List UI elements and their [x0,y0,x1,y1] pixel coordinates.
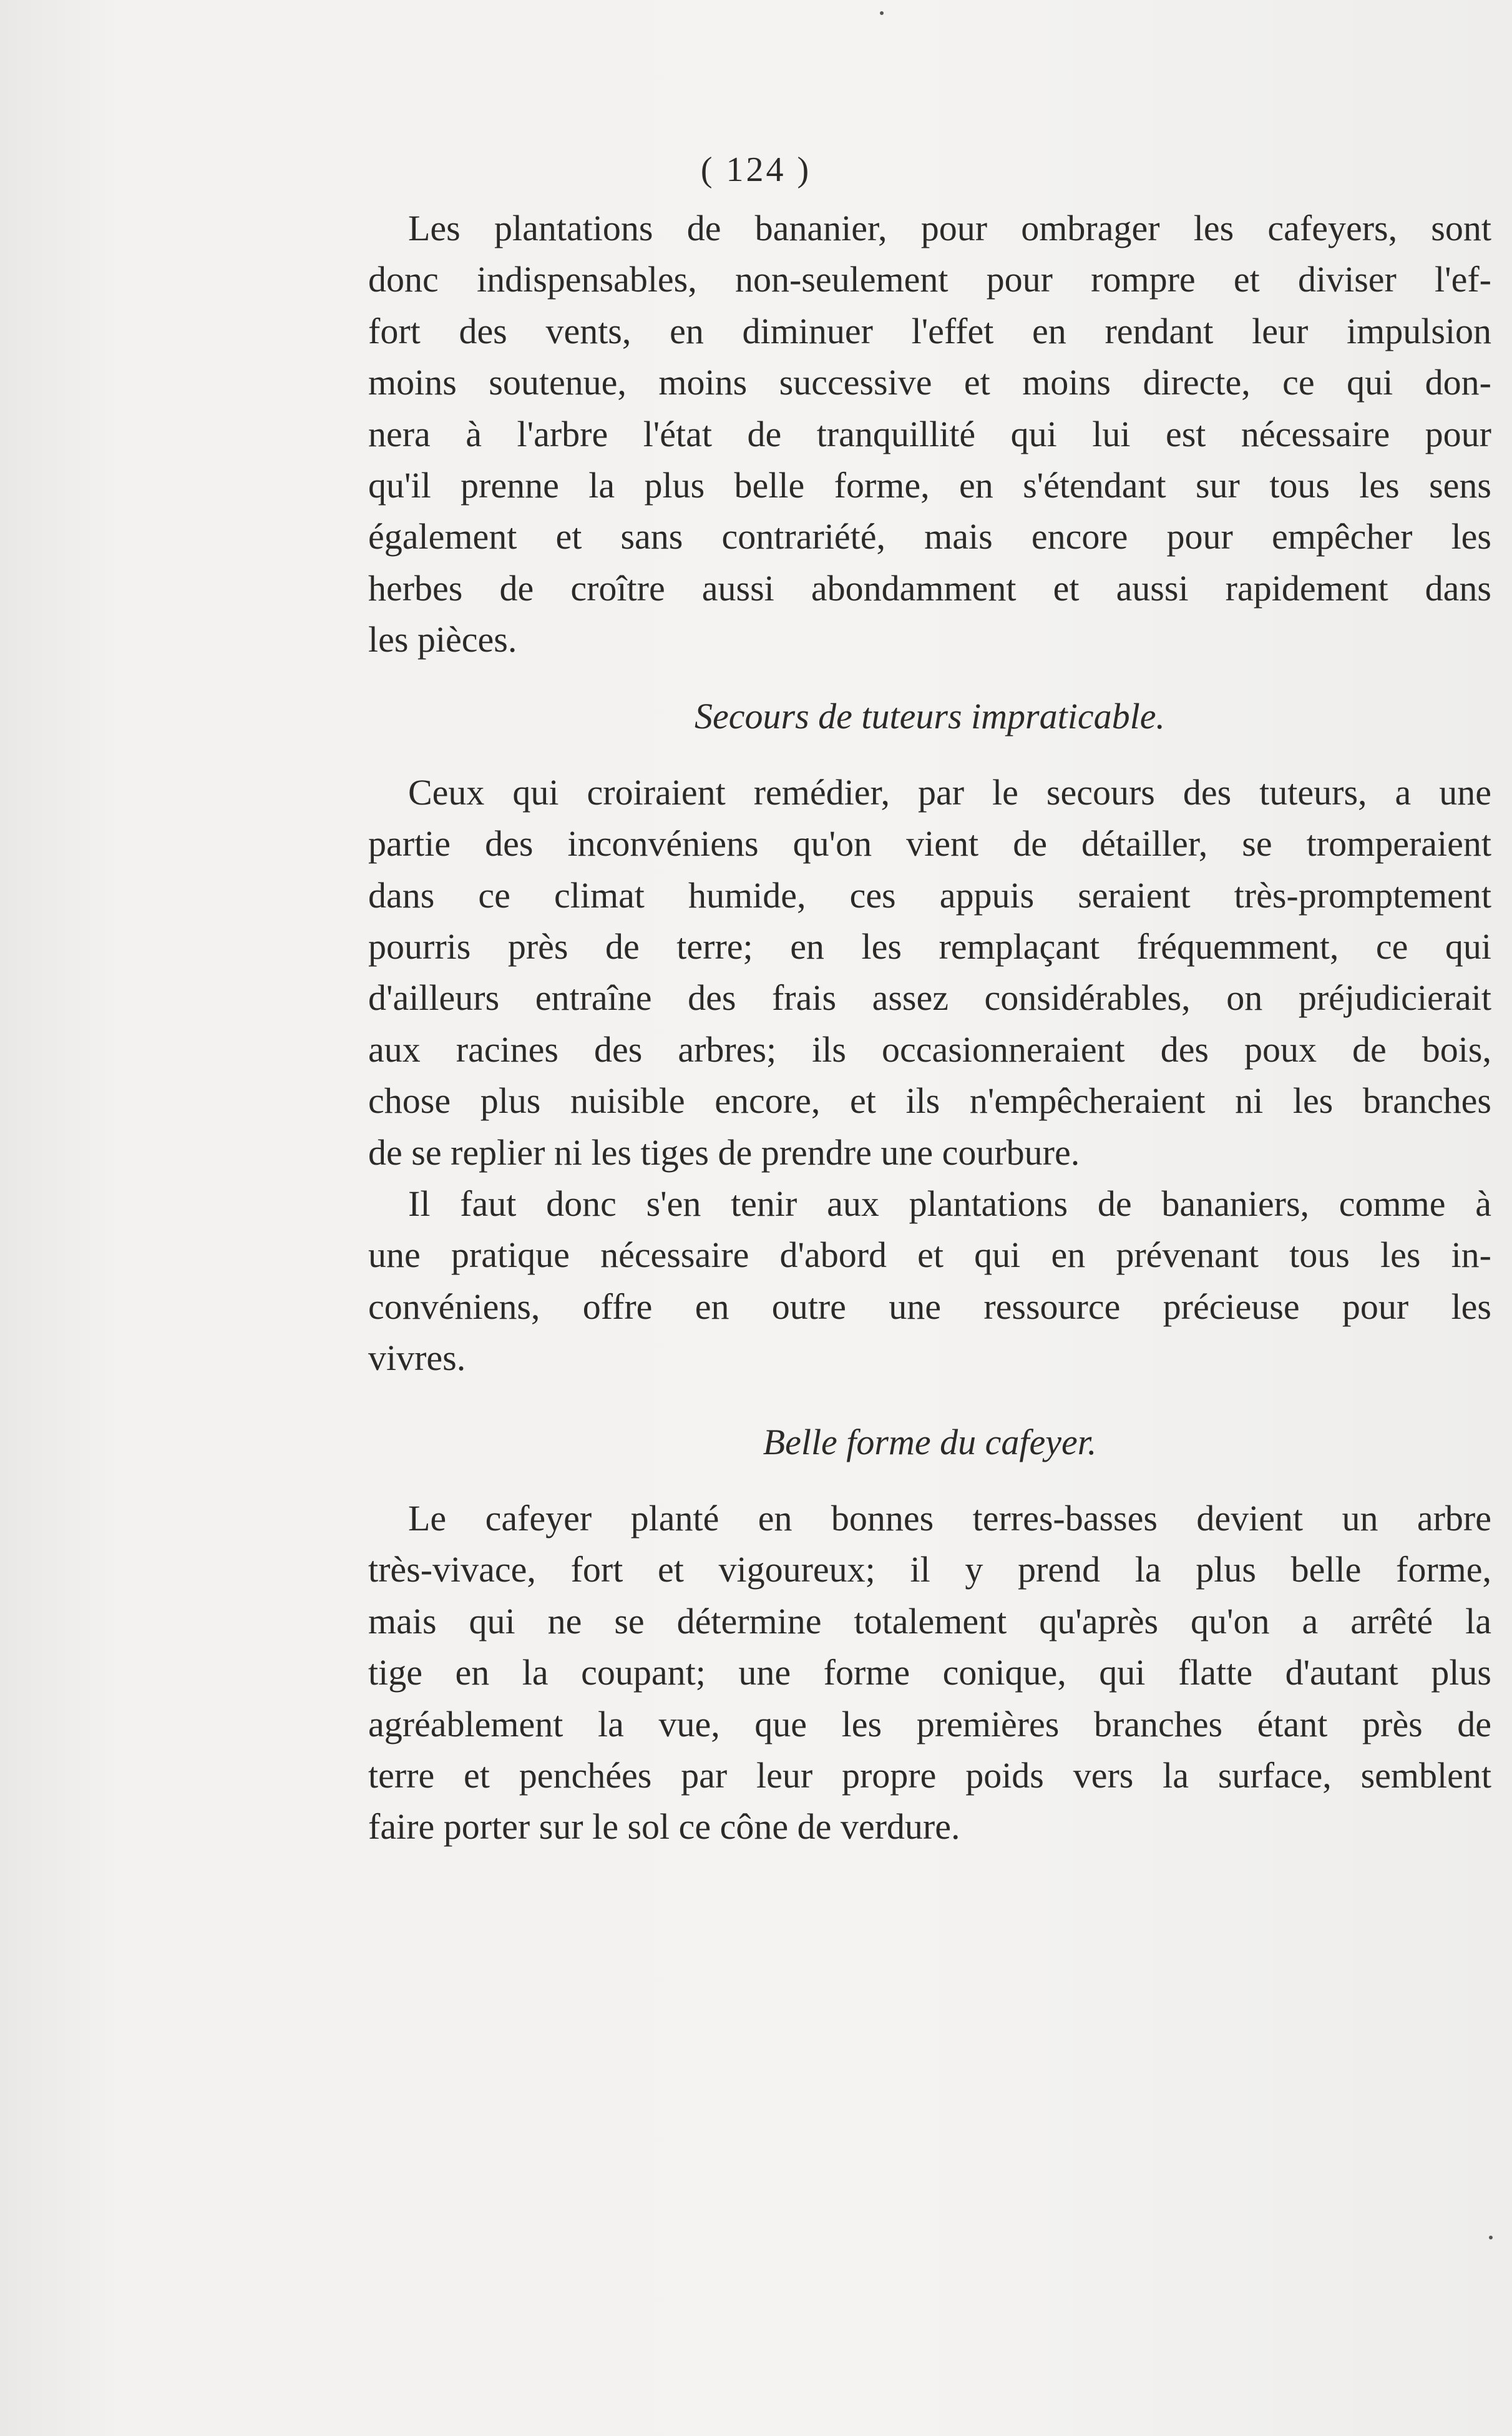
paragraph-2 [368,767,1491,1178]
text-line: chose plus nuisible encore, et ils n'empêcheraient ni les branches [368,1080,1491,1122]
text-line: agréablement la vue, que les premières branches étant près de [368,1703,1491,1744]
text-line: moins soutenue, moins successive et moins directe, ce qui don- [368,362,1491,403]
text-line: dans ce climat humide, ces appuis seraient très-promptement [368,874,1491,916]
text-line: tige en la coupant; une forme conique, qui flatte d'autant plus [368,1652,1491,1693]
text-line: également et sans contrariété, mais encore pour empêcher les [368,516,1491,557]
text-line: d'ailleurs entraîne des frais assez considérables, on préjudicierait [368,977,1491,1019]
text-line: herbes de croître aussi abondamment et aussi rapidement dans [368,567,1491,609]
text-line: fort des vents, en diminuer l'effet en rendant leur impulsion [368,310,1491,351]
text-line: Le cafeyer planté en bonnes terres-basses devient un arbre [408,1497,1491,1538]
page-text [368,203,1491,1853]
text-line: vivres. [368,1338,466,1379]
text-line: très-vivace, fort et vigoureux; il y prend la plus belle forme, [368,1549,1491,1590]
text-line: pourris près de terre; en les remplaçant fréquemment, ce qui [368,926,1491,967]
section-heading: Belle forme du cafeyer. [763,1421,1097,1462]
text-line: nera à l'arbre l'état de tranquillité qui lui est nécessaire pour [368,413,1491,454]
paragraph-3 [368,1178,1491,1384]
text-line: partie des inconvéniens qu'on vient de détailler, se tromperaient [368,823,1491,864]
text-line: faire porter sur le sol ce cône de verdure. [368,1806,960,1847]
text-line: Il faut donc s'en tenir aux plantations de bananiers, comme à [408,1183,1491,1225]
text-line: aux racines des arbres; ils occasionneraient des poux de bois, [368,1029,1491,1070]
page-number: ( 124 ) [700,150,812,189]
text-line: mais qui ne se détermine totalement qu'après qu'on a arrêté la [368,1600,1491,1641]
ink-speck [1489,2236,1493,2239]
text-line: de se replier ni les tiges de prendre une courbure. [368,1132,1080,1173]
paragraph-1 [368,203,1491,666]
paragraph-4 [368,1493,1491,1853]
section-heading: Secours de tuteurs impraticable. [695,695,1165,736]
text-line: terre et penchées par leur propre poids vers la surface, semblent [368,1754,1491,1796]
text-line: convéniens, offre en outre une ressource précieuse pour les [368,1286,1491,1327]
text-line: Les plantations de bananier, pour ombrager les cafeyers, sont [408,208,1491,248]
text-line: les pièces. [368,619,517,660]
text-line: qu'il prenne la plus belle forme, en s'étendant sur tous les sens [368,464,1491,506]
text-line: donc indispensables, non-seulement pour rompre et diviser l'ef- [368,259,1491,300]
text-line: une pratique nécessaire d'abord et qui en prévenant tous les in- [368,1235,1491,1276]
ink-speck [880,11,884,15]
text-line: Ceux qui croiraient remédier, par le secours des tuteurs, a une [408,771,1491,813]
